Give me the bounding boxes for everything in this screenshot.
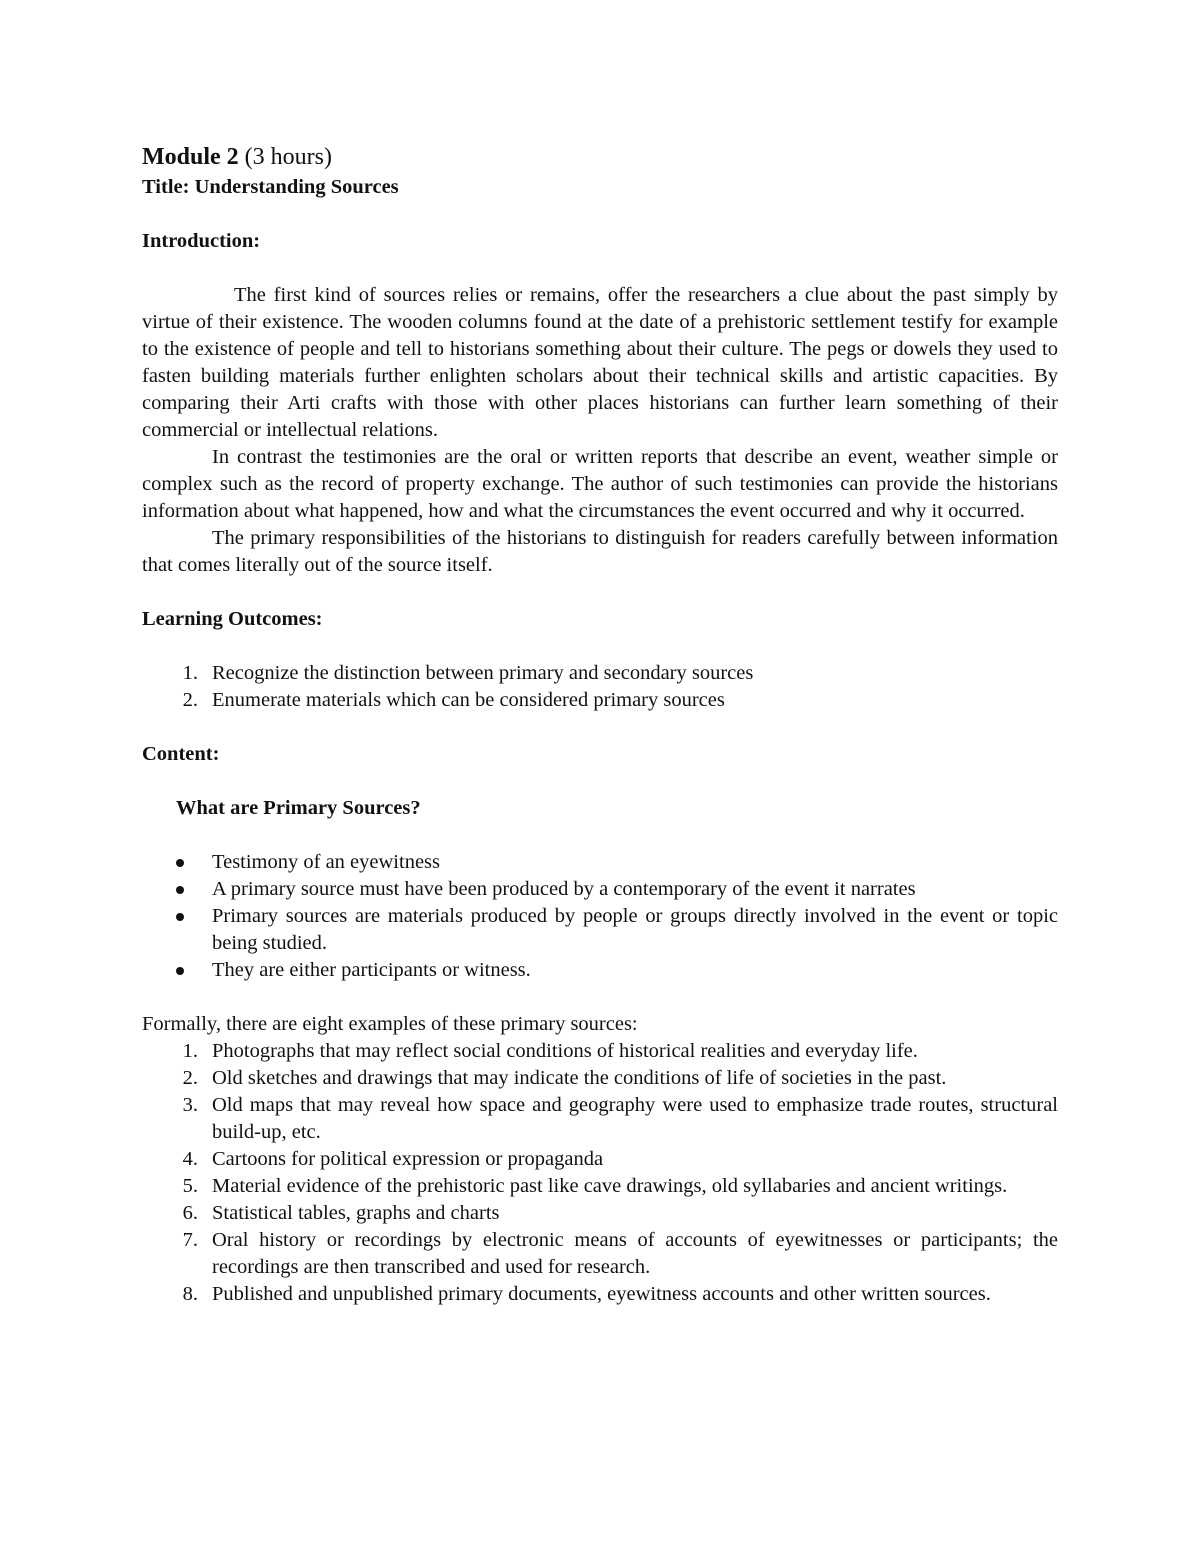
- item-text: Primary sources are materials produced by people or groups directly involved in the event or topic being studied.: [212, 905, 1058, 954]
- item-text: Published and unpublished primary documents, eyewitness accounts and other written sources.: [212, 1283, 991, 1305]
- examples-intro: Formally, there are eight examples of these primary sources:: [142, 1013, 638, 1035]
- module-hours: (3 hours): [244, 144, 332, 170]
- item-text: Old maps that may reveal how space and geography were used to emphasize trade routes, structural build-up, etc.: [212, 1094, 1058, 1143]
- intro-paragraph-3: The primary responsibilities of the historians to distinguish for readers carefully between information that comes literally out of the source itself.: [142, 527, 1058, 576]
- item-number: 2.: [182, 689, 198, 711]
- learning-outcomes-heading: Learning Outcomes:: [142, 608, 323, 630]
- item-text: Old sketches and drawings that may indicate the conditions of life of societies in the past.: [212, 1067, 947, 1089]
- content-heading: Content:: [142, 743, 220, 765]
- introduction-body: [142, 282, 1058, 579]
- item-text: Testimony of an eyewitness: [212, 851, 441, 873]
- document-page: [142, 140, 1058, 1308]
- intro-paragraph-1: The first kind of sources relies or remains, offer the researchers a clue about the past simply by virtue of their existence. The wooden columns found at the date of a prehistoric settlement testify for example to the existence of people and tell to historians something about their culture. The pegs or dowels they used to fasten building materials further enlighten scholars about their technical skills and artistic capacities. By comparing their Arti crafts with those with other places historians can further learn something of their commercial or intellectual relations.: [142, 284, 1058, 441]
- item-text: Material evidence of the prehistoric past like cave drawings, old syllabaries and ancient writings.: [212, 1175, 1008, 1197]
- bullet-icon: [176, 913, 184, 921]
- item-number: 7.: [182, 1229, 198, 1251]
- list-item: [142, 876, 1058, 903]
- bullet-icon: [176, 886, 184, 894]
- item-number: 4.: [182, 1148, 198, 1170]
- item-number: 1.: [182, 662, 198, 684]
- item-number: 3.: [182, 1094, 198, 1116]
- list-item: [142, 1146, 1058, 1173]
- primary-sources-bullets: [142, 849, 1058, 984]
- item-number: 6.: [182, 1202, 198, 1224]
- item-text: Recognize the distinction between primary and secondary sources: [212, 662, 754, 684]
- list-item: [142, 1200, 1058, 1227]
- item-text: Photographs that may reflect social conditions of historical realities and everyday life.: [212, 1040, 918, 1062]
- item-text: Oral history or recordings by electronic means of accounts of eyewitnesses or participants; the recordings are then transcribed and used for research.: [212, 1229, 1058, 1278]
- list-item: [142, 849, 1058, 876]
- item-number: 2.: [182, 1067, 198, 1089]
- list-item: [142, 1038, 1058, 1065]
- item-text: A primary source must have been produced by a contemporary of the event it narrates: [212, 878, 916, 900]
- item-text: Statistical tables, graphs and charts: [212, 1202, 500, 1224]
- list-item: [142, 660, 1058, 687]
- module-title: Module 2: [142, 144, 239, 170]
- content-subheading: What are Primary Sources?: [176, 797, 421, 819]
- introduction-heading: Introduction:: [142, 230, 261, 252]
- list-item: [142, 1281, 1058, 1308]
- list-item: [142, 1065, 1058, 1092]
- module-heading: [142, 140, 1058, 174]
- list-item: [142, 903, 1058, 957]
- item-number: 5.: [182, 1175, 198, 1197]
- learning-outcomes-list: [142, 660, 1058, 714]
- list-item: [142, 1092, 1058, 1146]
- bullet-icon: [176, 967, 184, 975]
- list-item: [142, 687, 1058, 714]
- bullet-icon: [176, 859, 184, 867]
- item-text: Cartoons for political expression or propaganda: [212, 1148, 604, 1170]
- list-item: [142, 957, 1058, 984]
- title-line: Title: Understanding Sources: [142, 176, 399, 198]
- item-text: Enumerate materials which can be considered primary sources: [212, 689, 725, 711]
- list-item: [142, 1227, 1058, 1281]
- item-number: 1.: [182, 1040, 198, 1062]
- item-number: 8.: [182, 1283, 198, 1305]
- item-text: They are either participants or witness.: [212, 959, 531, 981]
- intro-paragraph-2: In contrast the testimonies are the oral or written reports that describe an event, weather simple or complex such as the record of property exchange. The author of such testimonies can provide the historians information about what happened, how and what the circumstances the event occurred and why it occurred.: [142, 446, 1058, 522]
- examples-list: [142, 1038, 1058, 1308]
- list-item: [142, 1173, 1058, 1200]
